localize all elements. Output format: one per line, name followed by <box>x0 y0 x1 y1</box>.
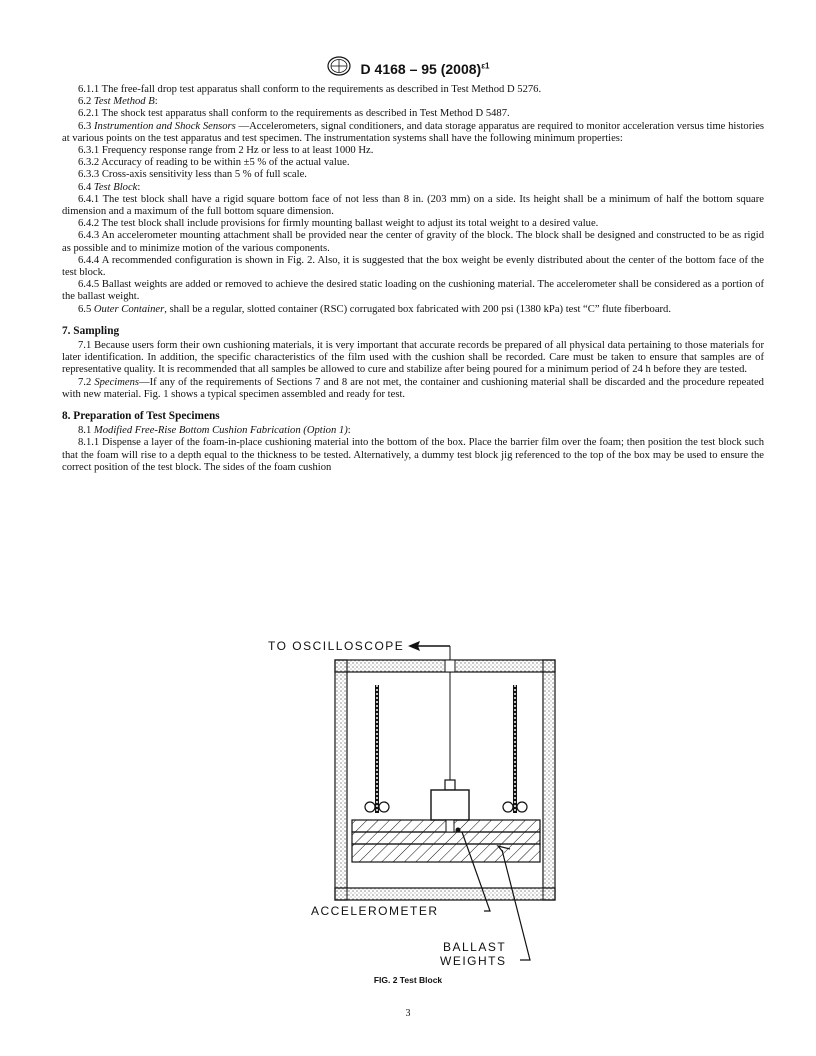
paragraph-text: Because users form their own cushioning materials, it is very important that accurate records be prepared of all physical data pertaining to those materials for later identification. In addition, the specific characteristics of the film used with the cushion shall be recorded. Care must be taken to ensure that samples are of representative quality. It is recommended that all samples be allowed to cure and stabilize after being poured for a minimum period of 24 h before they are tested. <box>62 340 765 376</box>
paragraph <box>62 340 764 377</box>
paragraph-text: A recommended configuration is shown in Fig. 2. Also, it is suggested that the box weight be evenly distributed about the center of the bottom face of the test block. <box>62 254 764 279</box>
paragraph <box>62 145 764 157</box>
paragraph <box>62 108 764 120</box>
standard-designation: D 4168 – 95 $(2008)^{\varepsilon 1}$ <box>360 60 490 77</box>
section-heading: 7. Sampling <box>62 324 120 337</box>
page-header <box>0 56 816 81</box>
paragraph-title-punct: : <box>154 96 158 108</box>
document-body <box>62 84 764 474</box>
paragraph-number: 6.3 <box>78 120 92 132</box>
label-accelerometer: ACCELEROMETER <box>311 904 439 918</box>
paragraph-number: 6.3.1 <box>78 145 100 157</box>
paragraph <box>62 157 764 169</box>
paragraph-text: The test block shall have a rigid square bottom face of not less than 8 in. (203 mm) on a side. Its height shall be a minimum of half the bottom square dimension and a maximum of the full bottom square dimension. <box>62 193 764 218</box>
paragraph-title: Test Method B <box>93 96 155 108</box>
paragraph <box>62 377 764 401</box>
paragraph <box>62 96 764 108</box>
paragraph-number: 6.4.2 <box>78 218 100 230</box>
astm-logo-icon <box>327 56 351 81</box>
paragraph <box>62 279 764 303</box>
paragraph-number: 6.3.2 <box>78 157 100 169</box>
page-number: 3 <box>405 1008 411 1019</box>
paragraph <box>62 84 764 96</box>
paragraph-number: 6.4.1 <box>78 193 100 205</box>
paragraph-title-punct: — <box>139 376 150 388</box>
paragraph <box>62 425 764 437</box>
figure-caption: FIG. 2 Test Block <box>373 975 443 985</box>
paragraph-text: Accelerometers, signal conditioners, and data storage apparatus are required to monitor acceleration versus time histories at various points on the test apparatus and test specimen. The instrumentation systems shall have the following minimum properties: <box>62 120 765 144</box>
paragraph-number: 6.2 <box>78 96 92 108</box>
paragraph-number: 6.5 <box>78 303 92 315</box>
paragraph-title-punct: : <box>347 425 351 437</box>
paragraph-title: Modified Free-Rise Bottom Cushion Fabrication (Option 1) <box>93 425 348 437</box>
label-ballast: BALLAST <box>443 940 507 954</box>
label-weights: WEIGHTS <box>440 954 507 968</box>
paragraph-number: 6.4.3 <box>78 230 100 242</box>
label-to-oscilloscope: TO OSCILLOSCOPE <box>268 639 405 653</box>
paragraph-number: 6.4.4 <box>78 254 100 266</box>
figure-test-block <box>240 630 580 970</box>
paragraph-title-punct: : <box>137 181 141 193</box>
paragraph-text: The free-fall drop test apparatus shall conform to the requirements as described in Test Method D 5276. <box>101 84 542 95</box>
paragraph <box>62 218 764 230</box>
paragraph-text: Frequency response range from 2 Hz or less to at least 1000 Hz. <box>101 145 374 157</box>
paragraph-number: 7.1 <box>78 340 92 352</box>
paragraph-number: 7.2 <box>78 376 92 388</box>
paragraph-title-punct: , <box>164 303 167 315</box>
paragraph-number: 6.4.5 <box>78 279 100 291</box>
paragraph-number: 6.1.1 <box>78 84 100 95</box>
paragraph <box>62 121 764 145</box>
paragraph-text: Dispense a layer of the foam-in-place cushioning material into the bottom of the box. Place the barrier film over the foam; then position the test block such that the foam will rise to a depth equal to the thickness to be tested. Alternatively, a dummy test block jig referenced to the top of the box may be used to ensure the correct position of the test block. The sides of the foam cushion <box>62 437 764 473</box>
paragraph <box>62 182 764 194</box>
paragraph-title: Instrumention and Shock Sensors <box>94 120 236 132</box>
paragraph-title: Specimens <box>94 376 140 388</box>
paragraph-number: 6.4 <box>78 181 92 193</box>
section-heading: 8. Preparation of Test Specimens <box>62 410 220 423</box>
paragraph-text: Accuracy of reading to be within ±5 % of the actual value. <box>101 157 350 169</box>
paragraph <box>62 169 764 181</box>
paragraph-number: 8.1 <box>78 425 92 437</box>
paragraph-text: Ballast weights are added or removed to achieve the desired static loading on the cushioning material. The accelerometer shall be considered as a portion of the ballast weight. <box>62 279 764 303</box>
paragraph-number: 6.3.3 <box>78 169 100 181</box>
paragraph-text: Cross-axis sensitivity less than 5 % of full scale. <box>101 169 307 181</box>
paragraph <box>62 304 764 316</box>
paragraph <box>62 194 764 218</box>
paragraph-title-punct: — <box>235 120 250 132</box>
paragraph-text: An accelerometer mounting attachment shall be provided near the center of gravity of the block. The block shall be designed and constructed to be as rigid as possible and to minimize motion of the various components. <box>62 230 764 254</box>
paragraph-title: Outer Container <box>93 303 165 315</box>
accelerometer <box>431 780 469 820</box>
paragraph-number: 8.1.1 <box>78 437 100 449</box>
paragraph-text: The test block shall include provisions for firmly mounting ballast weight to adjust its total weight to a desired value. <box>101 218 599 230</box>
paragraph-number: 6.2.1 <box>78 108 100 120</box>
paragraph-text: The shock test apparatus shall conform to the requirements as described in Test Method D 5487. <box>101 108 510 120</box>
paragraph <box>62 255 764 279</box>
paragraph <box>62 230 764 254</box>
paragraph-text: If any of the requirements of Sections 7 and 8 are not met, the container and cushioning material shall be discarded and the procedure repeated with new material. Fig. 1 shows a typical specimen assembled and ready for test. <box>62 376 764 400</box>
paragraph-text: shall be a regular, slotted container (RSC) corrugated box fabricated with 200 psi (1380 kPa) test “C” flute fiberboard. <box>166 303 672 315</box>
paragraph-title: Test Block <box>93 181 138 193</box>
paragraph <box>62 437 764 474</box>
